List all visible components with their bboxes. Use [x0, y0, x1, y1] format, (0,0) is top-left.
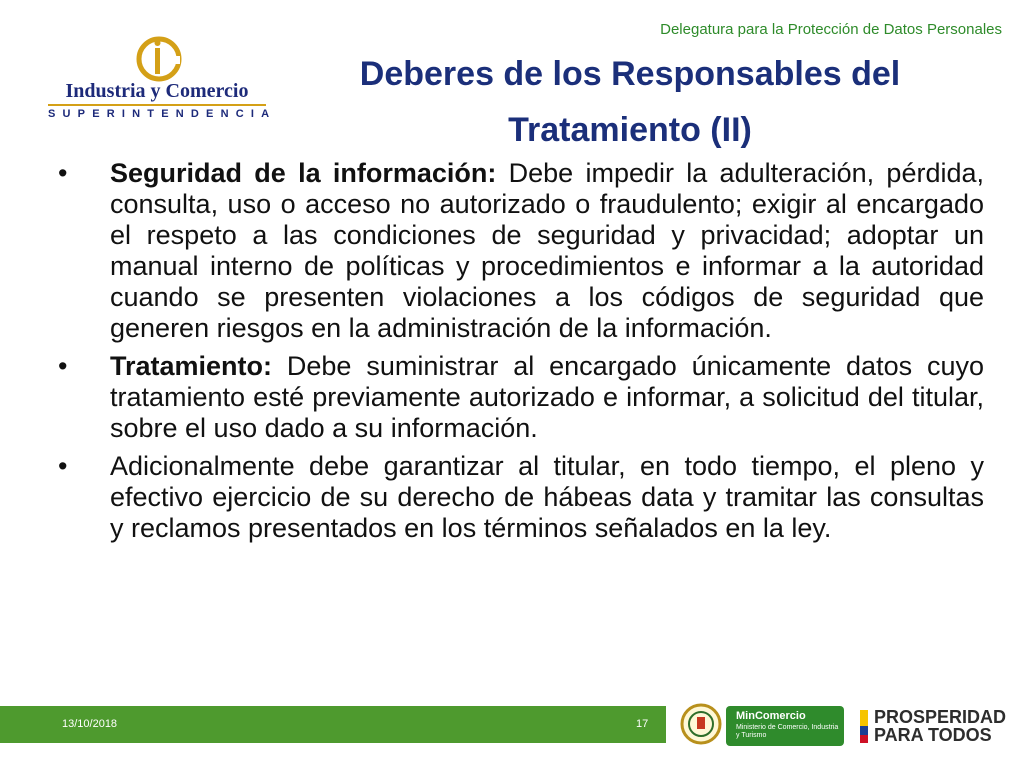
bullet-text: Debe suministrar al encargado únicamente datos cuyo tratamiento esté previamente autorizado e informar, a solicitud del titular, sobre el uso dado a su información. [110, 351, 984, 443]
bullet-dot-icon: • [58, 451, 68, 481]
bullet-item-seguridad [58, 158, 984, 344]
logo-subtitle: SUPERINTENDENCIA [48, 108, 277, 120]
mincomercio-subtitle: Ministerio de Comercio, Industria y Turismo [736, 724, 839, 739]
bullet-dot-icon: • [58, 351, 68, 381]
slide-title-line2: Tratamiento (II) [508, 111, 752, 149]
header-department: Delegatura para la Protección de Datos Personales [660, 21, 1002, 38]
bullet-item-tratamiento [58, 351, 984, 444]
bullet-text: Adicionalmente debe garantizar al titular, en todo tiempo, el pleno y efectivo ejercicio de su derecho de hábeas data y tramitar las consultas y reclamos presentados en los términos señalados en la ley. [110, 451, 984, 543]
colombia-seal-icon [680, 703, 722, 745]
sic-logo-mark-icon [136, 36, 182, 82]
slide-title [290, 46, 970, 158]
slide-title-line1: Deberes de los Responsables del [359, 55, 901, 93]
mincomercio-logo [726, 706, 844, 746]
bullet-lead: Seguridad de la información: [110, 158, 497, 188]
colombia-flag-icon [860, 710, 868, 743]
prosperidad-line2: PARA TODOS [874, 725, 992, 745]
prosperidad-line1: PROSPERIDAD [874, 707, 1007, 727]
prosperidad-logo [874, 708, 1006, 744]
bullet-dot-icon: • [58, 158, 68, 188]
logo-name: Industria y Comercio [65, 80, 249, 102]
sic-logo [48, 36, 277, 120]
logo-divider [48, 104, 266, 106]
bullet-list [58, 158, 984, 551]
bullet-text: Debe impedir la adulteración, pérdida, consulta, uso o acceso no autorizado o fraudulento; exigir al encargado el respeto a las condiciones de seguridad y privacidad; adoptar un manual interno de políticas y procedimientos e informar a la autoridad cuando se presenten violaciones a los códigos de seguridad que generen riesgos en la administración de la información. [110, 158, 984, 343]
bullet-lead: Tratamiento: [110, 351, 273, 381]
bullet-item-adicionalmente [58, 451, 984, 544]
page-number: 17 [636, 718, 649, 730]
mincomercio-title: MinComercio [736, 710, 806, 722]
footer-date: 13/10/2018 [62, 718, 118, 730]
